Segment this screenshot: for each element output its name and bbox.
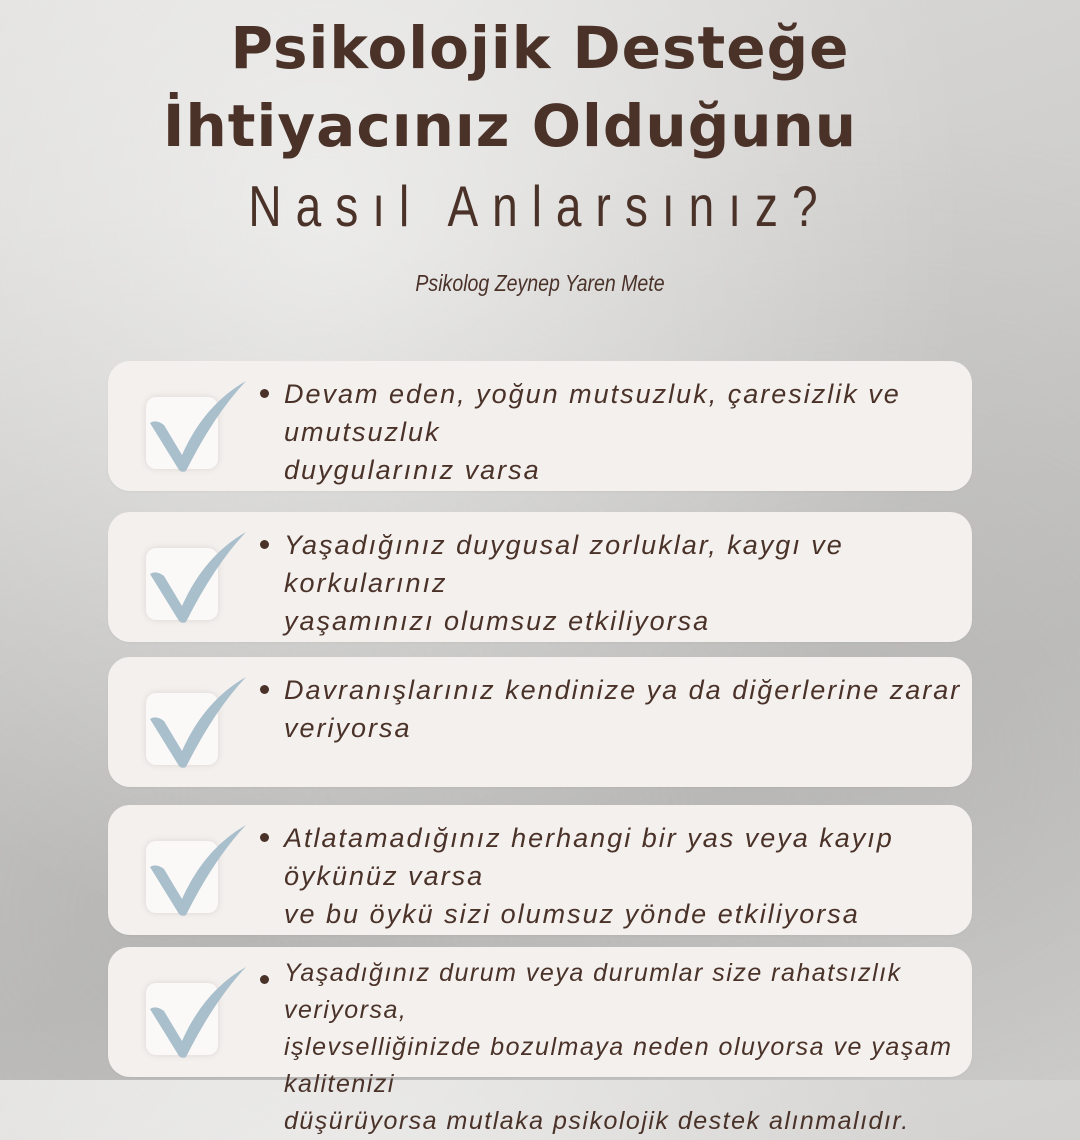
list-item <box>108 657 972 787</box>
list-item-text: Atlatamadığınız herhangi bir yas veya kayıp öykünüz varsa ve bu öykü sizi olumsuz yönde etkiliyorsa <box>284 823 894 929</box>
page-subtitle: Nasıl Anlarsınız? <box>248 173 832 239</box>
check-icon <box>142 375 252 475</box>
check-icon <box>142 671 252 771</box>
author-name: Psikolog Zeynep Yaren Mete <box>415 270 665 296</box>
list-item-text: Davranışlarınız kendinize ya da diğerlerine zarar veriyorsa <box>284 675 962 743</box>
check-icon <box>142 961 252 1061</box>
bullet-icon <box>260 833 269 842</box>
page-title-line-2: İhtiyacınız Olduğunu <box>162 92 858 160</box>
check-icon <box>142 819 252 919</box>
bullet-icon <box>260 975 269 984</box>
list-item-text: Yaşadığınız duygusal zorluklar, kaygı ve korkularınız yaşamınızı olumsuz etkiliyorsa <box>284 530 844 636</box>
list-item <box>108 361 972 491</box>
list-item-text: Devam eden, yoğun mutsuzluk, çaresizlik ve umutsuzluk duygularınız varsa <box>284 379 901 485</box>
list-item <box>108 805 972 935</box>
page-title-line-1: Psikolojik Desteğe <box>230 14 850 82</box>
bullet-icon <box>260 540 269 549</box>
bullet-icon <box>260 685 269 694</box>
list-item <box>108 512 972 642</box>
bullet-icon <box>260 389 269 398</box>
list-item-text: Yaşadığınız durum veya durumlar size rahatsızlık veriyorsa, işlevselliğinizde bozulmaya neden oluyorsa ve yaşam kalitenizi düşürüyorsa mutlaka psikolojik destek alınmalıdır. <box>284 959 953 1135</box>
list-item <box>108 947 972 1135</box>
check-icon <box>142 526 252 626</box>
